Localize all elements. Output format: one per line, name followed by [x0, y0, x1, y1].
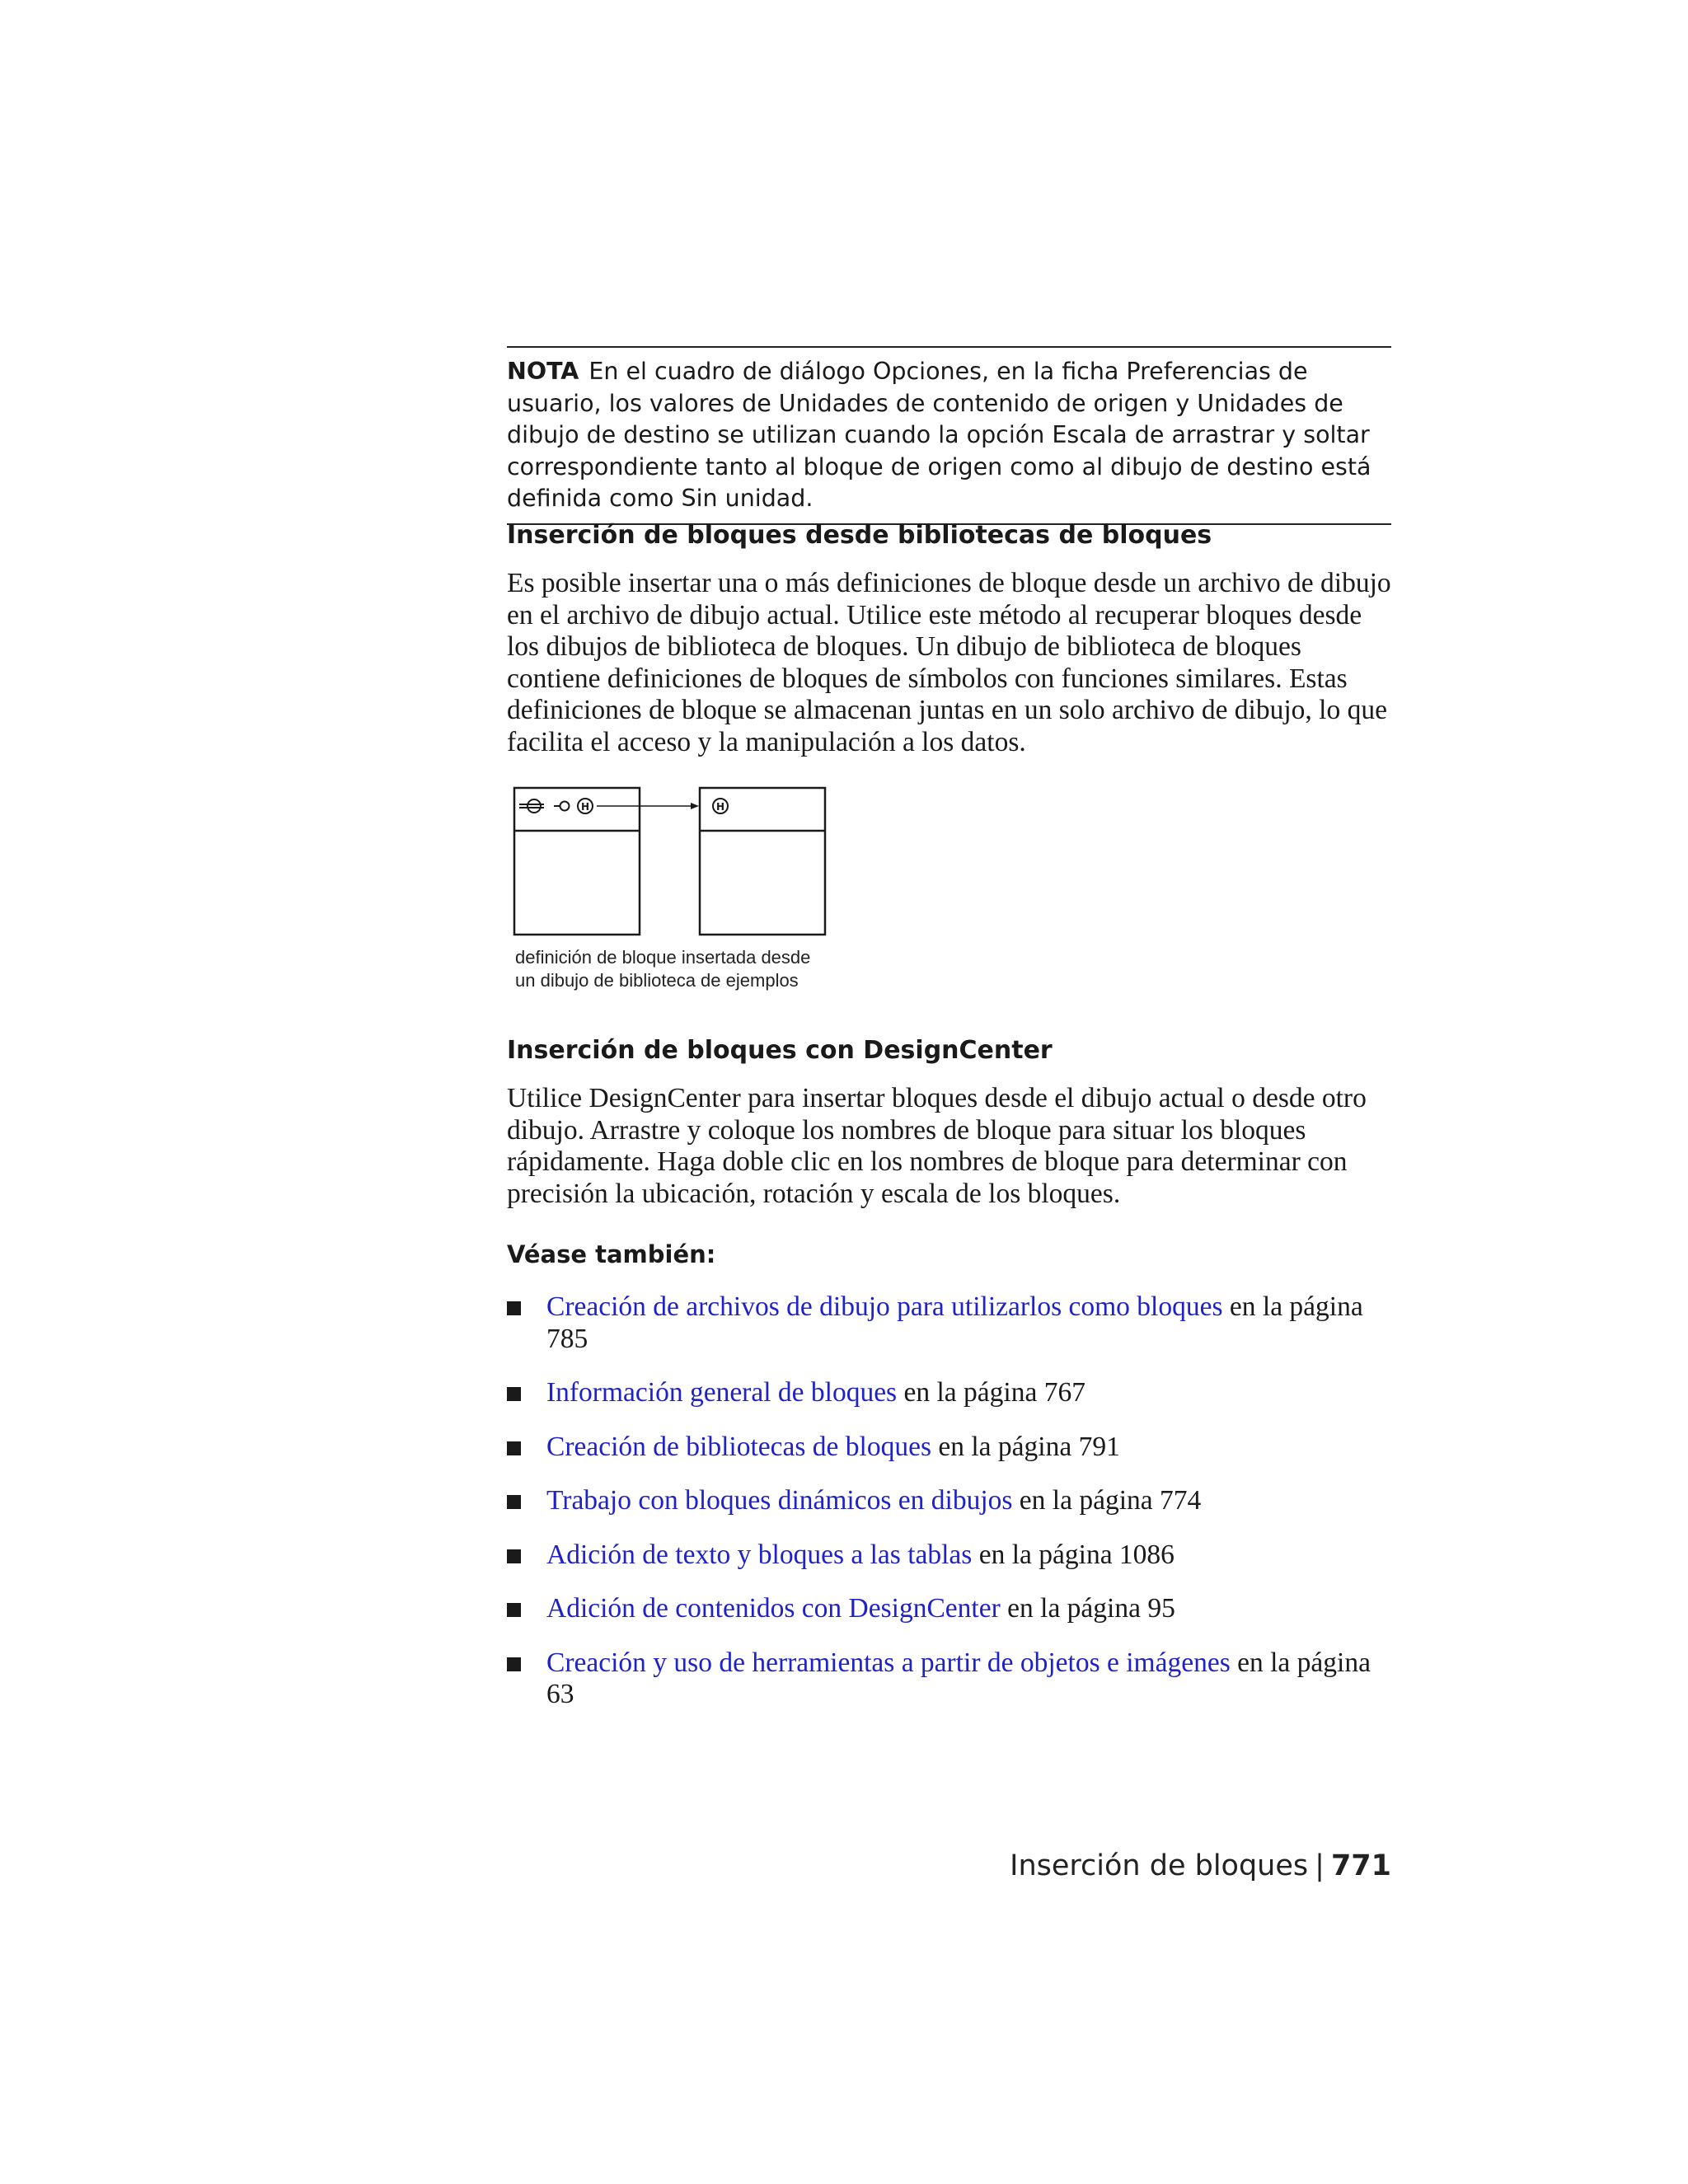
see-also-page-ref: en la página 1086	[972, 1539, 1175, 1570]
section-heading-designcenter: Inserción de bloques con DesignCenter	[507, 1036, 1053, 1065]
see-also-page-ref: en la página 63	[546, 1647, 1371, 1709]
see-also-link[interactable]: Adición de contenidos con DesignCenter	[546, 1593, 1001, 1624]
see-also-item	[507, 1593, 1391, 1625]
see-also-page-ref: en la página 791	[931, 1431, 1120, 1462]
footer-section-title: Inserción de bloques	[1010, 1849, 1309, 1882]
section-paragraph-block-libraries: Es posible insertar una o más definiciones de bloque desde un archivo de dibujo en el archivo de dibujo actual. Utilice este método al recuperar bloques desde los dibujos de biblioteca de bloques. Un dibujo de biblioteca de bloques contiene definiciones de bloques de símbolos con funciones similares. Estas definiciones de bloque se almacenan juntas en un solo archivo de dibujo, lo que facilita el acceso y la manipulación a los datos.	[507, 568, 1391, 757]
symbol-small-circle-icon	[554, 802, 570, 811]
bullet-icon	[507, 1603, 521, 1617]
symbol-circle-h-icon	[578, 799, 593, 813]
section-heading-block-libraries: Inserción de bloques desde bibliotecas de bloques	[507, 521, 1212, 550]
symbol-line-circle-icon	[519, 799, 544, 813]
see-also-link[interactable]: Creación de bibliotecas de bloques	[546, 1431, 931, 1462]
see-also-page-ref: en la página 785	[546, 1291, 1363, 1354]
see-also-link[interactable]: Creación de archivos de dibujo para utilizarlos como bloques	[546, 1291, 1223, 1322]
bullet-icon	[507, 1657, 521, 1671]
note-box	[507, 346, 1391, 525]
note-text: En el cuadro de diálogo Opciones, en la ficha Preferencias de usuario, los valores de Unidades de contenido de origen y Unidades de dibujo de destino se utilizan cuando la opción Escala de arrastrar y soltar correspondiente tanto al bloque de origen como al dibujo de destino está definida como Sin unidad.	[507, 358, 1372, 512]
see-also-item	[507, 1291, 1391, 1355]
see-also-link[interactable]: Creación y uso de herramientas a partir de objetos e imágenes	[546, 1647, 1231, 1678]
svg-text:H: H	[715, 801, 725, 813]
bullet-icon	[507, 1441, 521, 1455]
source-drawing-box	[514, 788, 640, 935]
see-also-item	[507, 1377, 1391, 1409]
block-insertion-diagram	[504, 781, 834, 946]
see-also-page-ref: en la página 767	[897, 1377, 1085, 1408]
figure-caption-line-1: definición de bloque insertada desde	[515, 947, 811, 968]
see-also-page-ref: en la página 774	[1012, 1485, 1202, 1516]
see-also-item	[507, 1647, 1391, 1711]
inserted-symbol-icon	[713, 799, 728, 813]
see-also-link[interactable]: Trabajo con bloques dinámicos en dibujos	[546, 1485, 1013, 1516]
figure-caption	[515, 946, 810, 992]
svg-text:H: H	[580, 801, 590, 813]
page-number: 771	[1330, 1849, 1391, 1882]
see-also-page-ref: en la página 95	[1000, 1593, 1175, 1624]
see-also-list	[507, 1291, 1391, 1733]
see-also-heading: Véase también:	[507, 1240, 716, 1268]
bullet-icon	[507, 1549, 521, 1563]
see-also-link[interactable]: Adición de texto y bloques a las tablas	[546, 1539, 973, 1570]
bullet-icon	[507, 1495, 521, 1509]
figure-caption-line-2: un dibujo de biblioteca de ejemplos	[515, 970, 799, 991]
note-label: NOTA	[507, 358, 579, 385]
see-also-item	[507, 1540, 1391, 1572]
page-footer	[1010, 1848, 1391, 1884]
see-also-link[interactable]: Información general de bloques	[546, 1377, 898, 1408]
footer-separator: |	[1315, 1849, 1325, 1882]
bullet-icon	[507, 1387, 521, 1401]
bullet-icon	[507, 1301, 521, 1315]
see-also-item	[507, 1432, 1391, 1464]
see-also-item	[507, 1485, 1391, 1517]
section-paragraph-designcenter: Utilice DesignCenter para insertar bloques desde el dibujo actual o desde otro dibujo. Arrastre y coloque los nombres de bloque para situar los bloques rápidamente. Haga doble clic en los nombres de bloque para determinar con precisión la ubicación, rotación y escala de los bloques.	[507, 1083, 1367, 1209]
